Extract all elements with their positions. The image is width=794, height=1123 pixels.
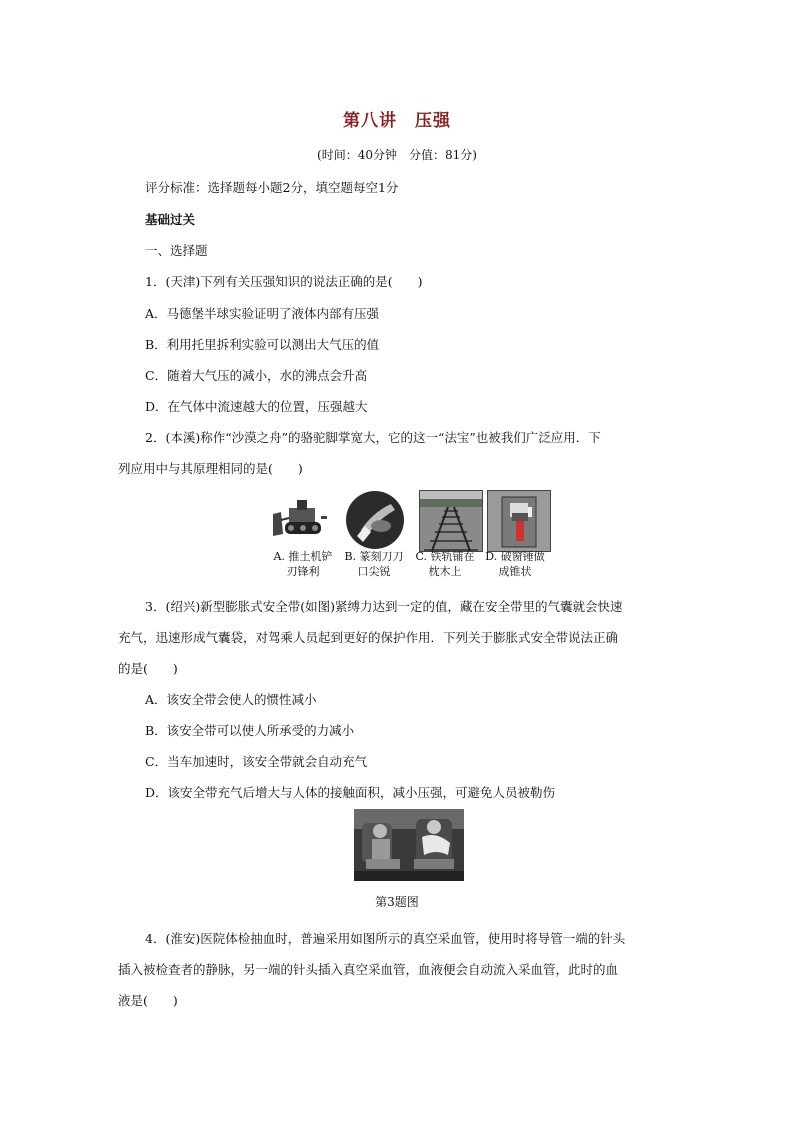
question-3-stem-line-1: 3．(绍兴)新型膨胀式安全带(如图)紧缚力达到一定的值，藏在安全带里的气囊就会快速 — [145, 599, 623, 614]
railway-track-image — [419, 490, 483, 552]
question-1-stem: 1．(天津)下列有关压强知识的说法正确的是( ) — [145, 274, 423, 289]
window-breaker-hammer-image — [487, 490, 551, 552]
question-3-option-c: C．当车加速时，该安全带就会自动充气 — [145, 754, 368, 769]
figure-3-caption: 第3题图 — [375, 895, 419, 909]
caption-c: C. 铁轨铺在 枕木上 — [415, 550, 475, 578]
caption-d: D. 破窗锤做 成锥状 — [485, 550, 545, 578]
page-title: 第八讲 压强 — [343, 111, 451, 131]
question-4-stem-line-3: 液是( ) — [118, 993, 178, 1008]
scoring-criteria: 评分标准：选择题每小题2分，填空题每空1分 — [145, 180, 399, 195]
question-4-stem-line-2: 插入被检查者的静脉，另一端的针头插入真空采血管，血液便会自动流入采血管，此时的血 — [118, 962, 619, 977]
question-3-stem-line-2: 充气，迅速形成气囊袋，对驾乘人员起到更好的保护作用．下列关于膨胀式安全带说法正确 — [118, 630, 619, 645]
bulldozer-image — [271, 490, 333, 550]
question-4-stem-line-1: 4．(淮安)医院体检抽血时，普遍采用如图所示的真空采血管，使用时将导管一端的针头 — [145, 931, 626, 946]
question-1-option-c: C．随着大气压的减小，水的沸点会升高 — [145, 368, 368, 383]
time-score-info: (时间：40分钟 分值：81分) — [317, 148, 477, 162]
caption-a: A. 推土机铲 刃锋利 — [273, 550, 333, 578]
section-heading: 基础过关 — [145, 212, 196, 227]
question-2-stem-line-1: 2．(本溪)称作“沙漠之舟”的骆驼脚掌宽大，它的这一“法宝”也被我们广泛应用．下 — [145, 430, 601, 445]
question-3-stem-line-3: 的是( ) — [118, 661, 178, 676]
seatbelt-photo — [354, 809, 464, 881]
question-1-option-d: D．在气体中流速越大的位置，压强越大 — [145, 399, 368, 414]
question-1-option-a: A．马德堡半球实验证明了液体内部有压强 — [145, 306, 380, 321]
caption-b: B. 篆刻刀刀 口尖锐 — [344, 550, 404, 578]
carving-knife-image — [343, 490, 405, 550]
part-heading: 一、选择题 — [145, 243, 208, 258]
question-1-option-b: B．利用托里拆利实验可以测出大气压的值 — [145, 337, 380, 352]
question-2-stem-line-2: 列应用中与其原理相同的是( ) — [118, 461, 303, 476]
question-3-option-d: D．该安全带充气后增大与人体的接触面积，减小压强，可避免人员被勒伤 — [145, 785, 556, 800]
question-3-option-a: A．该安全带会使人的惯性减小 — [145, 692, 317, 707]
question-2-figures — [271, 490, 547, 550]
question-3-option-b: B．该安全带可以使人所承受的力减小 — [145, 723, 355, 738]
